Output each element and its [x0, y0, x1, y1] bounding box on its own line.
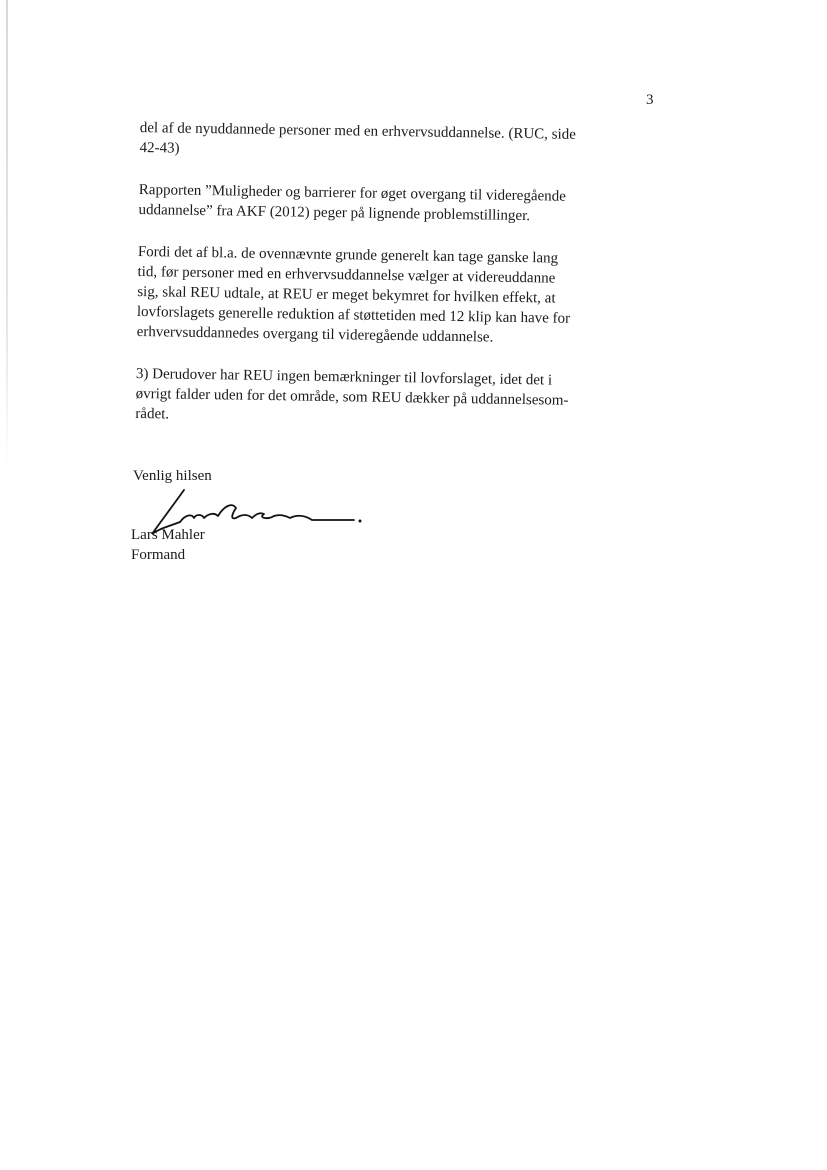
- signer-name: Lars Mahler: [131, 527, 205, 543]
- paragraph-akf-report: Rapporten ”Muligheder og barrierer for øget overgang til videregående uddannelse” fra AKF (2012) peger på lignende problemstillinger.: [138, 181, 567, 225]
- paragraph-no-further-remarks: 3) Derudover har REU ingen bemærkninger til lovforslaget, idet det i øvrigt falder uden for det område, som REU dækker på uddannelsesom- rådet.: [135, 365, 569, 423]
- signer-title: Formand: [131, 547, 186, 563]
- scan-edge-shadow: [6, 0, 8, 470]
- paragraph-ruc-reference: del af de nyuddannede personer med en erhvervsuddannelse. (RUC, side 42-43): [139, 119, 577, 157]
- page-number: 3: [646, 92, 654, 108]
- paragraph-concern: Fordi det af bl.a. de ovennævnte grunde generelt kan tage ganske lang tid, før personer med en erhvervsuddannelse vælger at videreuddanne sig, skal REU udtale, at REU er meget bekymret for hvilken effekt, at lovforslagets generelle reduktion af støttetiden med 12 klip kan have for erhvervsuddannedes overgang til videregående uddannelse.: [136, 243, 571, 346]
- closing-greeting: Venlig hilsen: [133, 468, 212, 484]
- letter-body: [135, 118, 600, 453]
